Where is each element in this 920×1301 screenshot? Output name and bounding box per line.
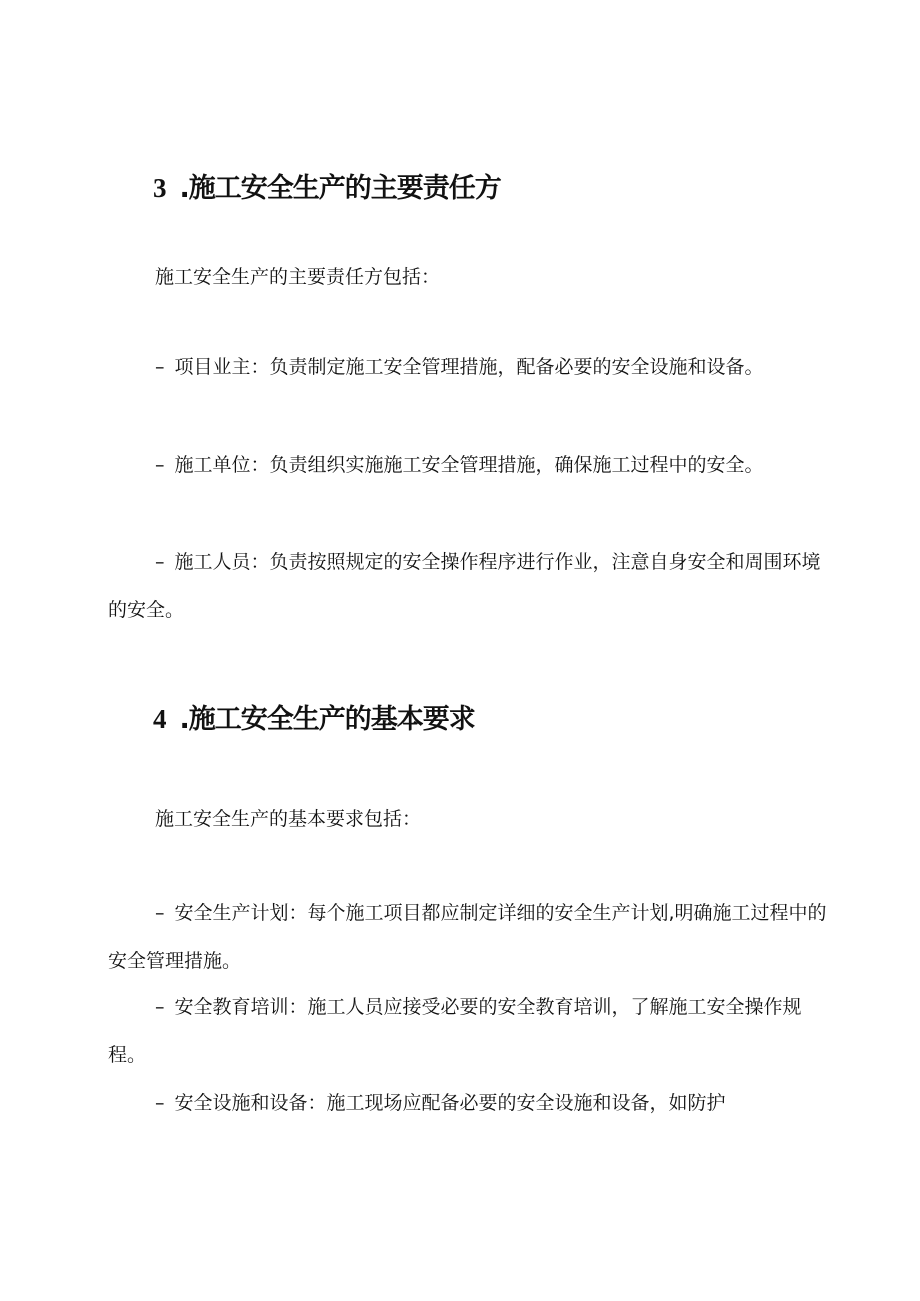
section-3-title: .施工安全生产的主要责任方 — [179, 173, 501, 204]
list-item-text: 施工人员：负责按照规定的安全操作程序进行作业，注意自身安全和周围环境的安全。 — [108, 551, 821, 621]
section-4-item-2 — [108, 983, 828, 1079]
list-dash: – — [155, 454, 165, 476]
list-item-text: 安全教育培训：施工人员应接受必要的安全教育培训，了解施工安全操作规程。 — [108, 996, 802, 1066]
list-item-text: 施工单位：负责组织实施施工安全管理措施，确保施工过程中的安全。 — [174, 454, 764, 476]
list-item-text: 安全设施和设备：施工现场应配备必要的安全设施和设备，如防护 — [174, 1092, 726, 1114]
section-3-intro: 施工安全生产的主要责任方包括： — [155, 266, 441, 288]
section-4-number: 4 — [153, 704, 166, 734]
section-4-item-1 — [108, 889, 828, 985]
list-item-text: 项目业主：负责制定施工安全管理措施，配备必要的安全设施和设备。 — [174, 356, 764, 378]
section-4-heading — [153, 701, 475, 738]
section-3-heading — [153, 170, 501, 207]
list-dash: – — [155, 996, 165, 1018]
section-3-item-2 — [108, 441, 828, 489]
section-4-intro: 施工安全生产的基本要求包括： — [155, 808, 422, 830]
section-3-item-3 — [108, 538, 828, 634]
list-dash: – — [155, 902, 165, 924]
list-dash: – — [155, 1092, 165, 1114]
list-dash: – — [155, 551, 165, 573]
section-3-number: 3 — [153, 173, 166, 203]
list-dash: – — [155, 356, 165, 378]
section-3-item-1 — [108, 343, 828, 391]
list-item-text: 安全生产计划：每个施工项目都应制定详细的安全生产计划,明确施工过程中的安全管理措施。 — [108, 902, 827, 972]
section-4-item-3 — [108, 1079, 828, 1127]
section-4-title: .施工安全生产的基本要求 — [179, 704, 475, 735]
